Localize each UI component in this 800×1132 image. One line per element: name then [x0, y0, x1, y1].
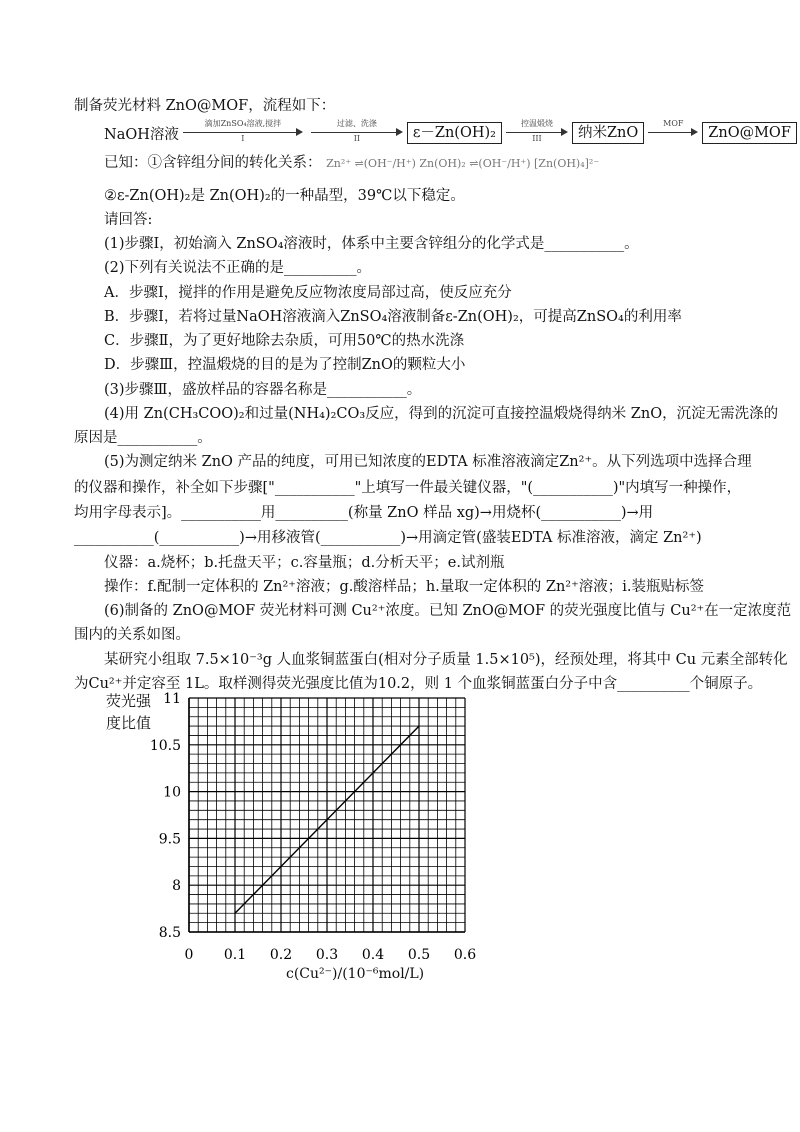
x-tick-label: 0.2	[269, 947, 293, 963]
operation-list: 操作：f.配制一定体积的 Zn²⁺溶液；g.酸溶样品；h.量取一定体积的 Zn²⁺溶液；i.装瓶贴标签	[104, 579, 705, 595]
question-5-line1: (5)为测定纳米 ZnO 产品的纯度，可用已知浓度的EDTA 标准溶液滴定Zn²⁺。从下列选项中选择合理	[104, 454, 752, 470]
question-4-line1: (4)用 Zn(CH₃COO)₂和过量(NH₄)₂CO₃反应，得到的沉淀可直接控温煅烧得纳米 ZnO，沉淀无需洗涤的	[104, 406, 779, 422]
x-tick-label: 0.1	[223, 947, 247, 963]
question-6-line3: 某研究小组取 7.5×10⁻³g 人血浆铜蓝蛋白(相对分子质量 1.5×10⁵)，经预处理，将其中 Cu 元素全部转化	[104, 652, 788, 668]
chart-grid	[189, 698, 465, 932]
question-1: (1)步骤Ⅰ，初始滴入 ZnSO₄溶液时，体系中主要含锌组分的化学式是___________。	[104, 236, 639, 252]
y-tick-label: 8.5	[158, 925, 181, 941]
question-5-line3: 均用字母表示]。___________用__________(称量 ZnO 样品 xg)→用烧杯(___________)→用	[74, 505, 654, 521]
flow-start: NaOH溶液	[104, 126, 179, 143]
instrument-list: 仪器：a.烧杯；b.托盘天平；c.容量瓶；d.分析天平；e.试剂瓶	[104, 555, 505, 571]
answer-prompt: 请回答:	[104, 212, 153, 228]
flow-box-zno-mof: ZnO@MOF	[702, 122, 797, 144]
question-5-line4: ___________(___________)→用移液管(___________)→用滴定管(盛装EDTA 标准溶液，滴定 Zn²⁺)	[74, 530, 702, 546]
question-4-line2: 原因是___________。	[74, 430, 212, 446]
known-1: 已知：①含锌组分间的转化关系： Zn²⁺ ⇌(OH⁻/H⁺) Zn(OH)₂ ⇌(OH⁻/H⁺) [Zn(OH)₄]²⁻	[104, 155, 600, 171]
x-tick-label: 0	[184, 947, 194, 963]
known-2: ②ε-Zn(OH)₂是 Zn(OH)₂的一种晶型，39℃以下稳定。	[104, 188, 465, 204]
intro-text: 制备荧光材料 ZnO@MOF，流程如下：	[74, 98, 336, 114]
x-tick-label: 0.5	[407, 947, 431, 963]
option-2c: C．步骤Ⅱ，为了更好地除去杂质，可用50℃的热水洗涤	[104, 333, 465, 349]
y-tick-label: 10.5	[149, 737, 181, 754]
zinc-conversion-formula: Zn²⁺ ⇌(OH⁻/H⁺) Zn(OH)₂ ⇌(OH⁻/H⁺) [Zn(OH)₄]²⁻	[326, 157, 600, 170]
x-tick-label: 0.6	[453, 947, 477, 963]
x-tick-label: 0.4	[361, 947, 385, 963]
flow-box-nano-zno: 纳米ZnO	[572, 122, 644, 144]
option-2a: A．步骤Ⅰ，搅拌的作用是避免反应物浓度局部过高，使反应充分	[104, 285, 512, 301]
question-6-line1: (6)制备的 ZnO@MOF 荧光材料可测 Cu²⁺浓度。已知 ZnO@MOF 的荧光强度比值与 Cu²⁺在一定浓度范	[104, 603, 792, 619]
option-2b: B．步骤Ⅰ，若将过量NaOH溶液滴入ZnSO₄溶液制备ε-Zn(OH)₂，可提高ZnSO₄的利用率	[104, 309, 682, 325]
y-tick-label: 11	[163, 691, 181, 707]
flow-arrow-4: MOF	[648, 121, 698, 145]
y-tick-label: 8	[172, 878, 181, 895]
x-tick-label: 0.3	[315, 947, 339, 963]
y-tick-label: 10	[163, 784, 181, 801]
question-6-line4: 为Cu²⁺并定容至 1L。取样测得荧光强度比值为10.2，则 1 个血浆铜蓝蛋白分子中含__________个铜原子。	[74, 676, 763, 692]
option-2d: D．步骤Ⅲ，控温煅烧的目的是为了控制ZnO的颗粒大小	[104, 357, 466, 373]
flow-arrow-3: 控温煅烧 III	[506, 121, 568, 145]
chart-ylabel: 荧光强 度比值	[106, 692, 152, 732]
question-6-line2: 围内的关系如图。	[74, 627, 190, 643]
chart-tick-labels	[150, 691, 476, 963]
flow-box-zn-oh2: ε－Zn(OH)₂	[407, 122, 502, 144]
question-3: (3)步骤Ⅲ，盛放样品的容器名称是___________。	[104, 382, 422, 398]
y-tick-label: 9.5	[158, 831, 181, 848]
flow-arrow-1: 滴加ZnSO₄溶液,搅拌 I	[183, 121, 303, 145]
chart-xlabel: c(Cu²⁻)/(10⁻⁶mol/L)	[286, 966, 425, 982]
question-2: (2)下列有关说法不正确的是__________。	[104, 260, 372, 276]
flow-arrow-2: 过滤、洗涤 II	[311, 121, 403, 145]
question-5-line2: 的仪器和操作，补全如下步骤["___________"上填写一件最关键仪器，"(___________)"内填写一种操作，	[74, 480, 742, 496]
